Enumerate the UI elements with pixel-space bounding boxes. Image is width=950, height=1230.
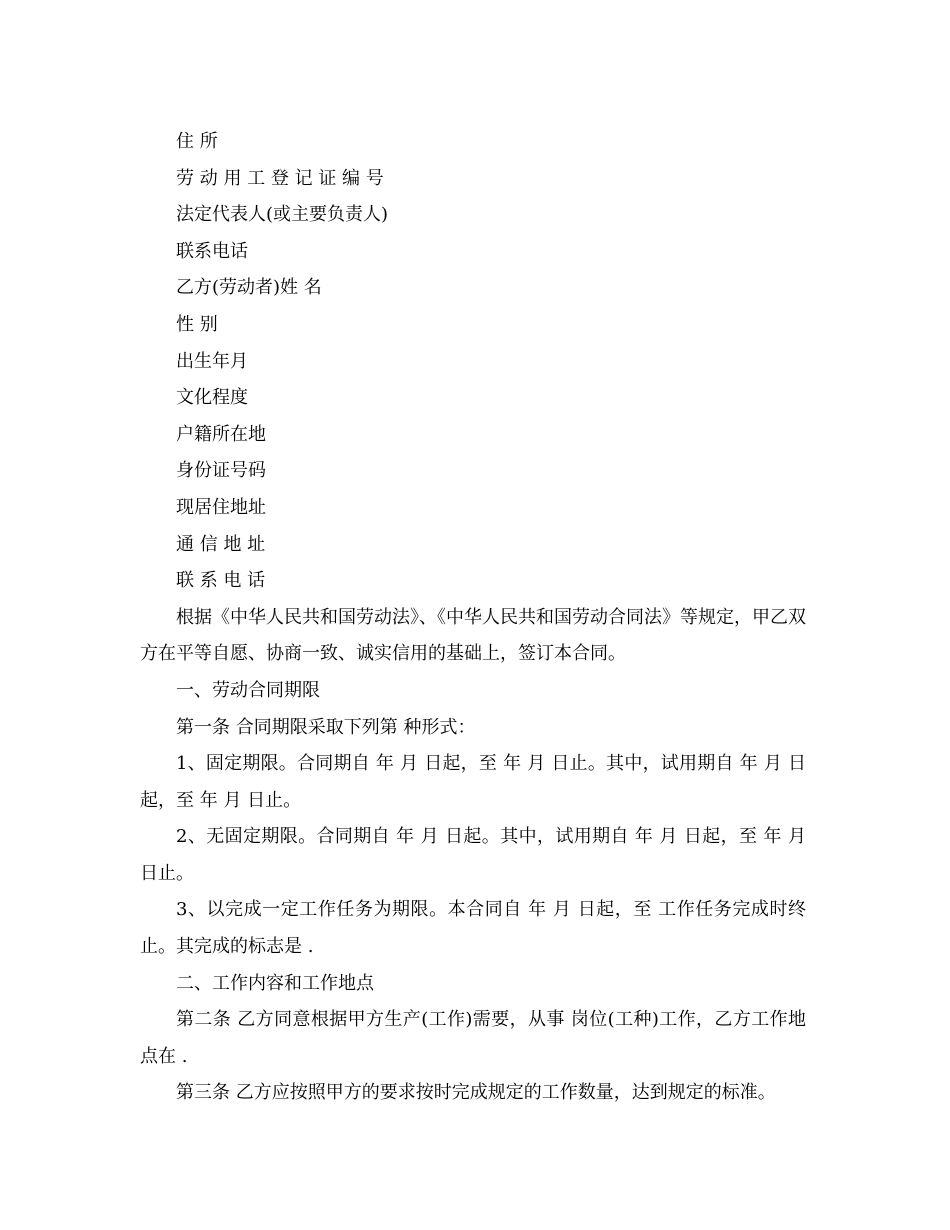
article-1-option-3: 3、以完成一定工作任务为期限。本合同自 年 月 日起，至 工作任务完成时终止。其完成的标志是 . — [140, 899, 806, 958]
field-birth-month: 出生年月 — [176, 350, 248, 372]
article-1: 第一条 合同期限采取下列第 种形式： — [176, 716, 476, 738]
field-employee-phone: 联 系 电 话 — [176, 570, 266, 592]
field-household-registration: 户籍所在地 — [176, 423, 266, 445]
field-labor-registration-number: 劳 动 用 工 登 记 证 编 号 — [176, 167, 384, 189]
field-employer-phone: 联系电话 — [176, 240, 248, 262]
section-heading-contract-term: 一、劳动合同期限 — [176, 679, 320, 701]
article-1-option-2: 2、无固定期限。合同期自 年 月 日起。其中，试用期自 年 月 日起，至 年 月日止。 — [140, 826, 806, 884]
field-legal-representative: 法定代表人(或主要负责人) — [176, 204, 389, 226]
preamble-paragraph: 根据《中华人民共和国劳动法》、《中华人民共和国劳动合同法》等规定，甲乙双方在平等自愿、协商一致、诚实信用的基础上，签订本合同。 — [140, 606, 806, 665]
field-current-address: 现居住地址 — [176, 496, 266, 518]
article-3: 第三条 乙方应按照甲方的要求按时完成规定的工作数量，达到规定的标准。 — [176, 1082, 776, 1104]
field-education: 文化程度 — [176, 387, 248, 409]
field-mailing-address: 通 信 地 址 — [176, 533, 266, 555]
field-gender: 性 别 — [176, 313, 218, 335]
document-body — [140, 124, 806, 1112]
section-heading-work-content: 二、工作内容和工作地点 — [176, 972, 374, 994]
article-1-option-1: 1、固定期限。合同期自 年 月 日起，至 年 月 日止。其中，试用期自 年 月 日起，至 年 月 日止。 — [140, 753, 806, 811]
field-employee-name: 乙方(劳动者)姓 名 — [176, 277, 322, 299]
field-residence: 住 所 — [176, 131, 218, 152]
field-id-number: 身份证号码 — [176, 460, 266, 482]
article-2: 第二条 乙方同意根据甲方生产(工作)需要，从事 岗位(工种)工作，乙方工作地点在 . — [140, 1009, 806, 1067]
